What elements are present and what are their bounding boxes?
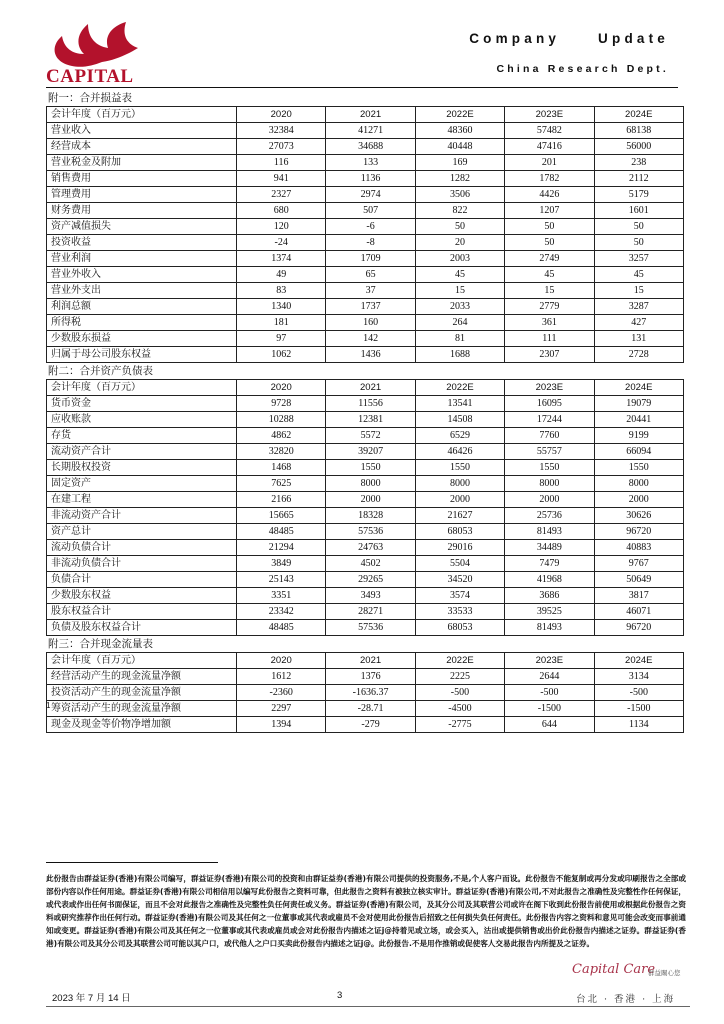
- value-cell: 7625: [237, 476, 326, 492]
- value-cell: 41968: [505, 572, 594, 588]
- value-cell: 2000: [326, 492, 415, 508]
- table-row: [47, 620, 684, 636]
- value-cell: 66094: [594, 444, 683, 460]
- value-cell: 8000: [505, 476, 594, 492]
- row-label: 股东权益合计: [47, 604, 237, 620]
- year-header-label: 会计年度（百万元）: [47, 653, 237, 669]
- financial-tables: [46, 90, 684, 733]
- table-row: [47, 588, 684, 604]
- value-cell: -500: [594, 685, 683, 701]
- table-row: [47, 701, 684, 717]
- value-cell: 46071: [594, 604, 683, 620]
- value-cell: 644: [505, 717, 594, 733]
- value-cell: 1782: [505, 171, 594, 187]
- row-label: 非流动负债合计: [47, 556, 237, 572]
- value-cell: 1550: [505, 460, 594, 476]
- legal-disclaimer: 此份报告由群益证券(香港)有限公司编写，群益证券(香港)有限公司的投资和由群证益券(香港)有限公司提供的投资服务,不是,个人客户而设。此份报告不能复制或再分发或印刷报告之全部或部份内容以作任何用途。群益证券(香港)有限公司相信用以编写此份报告之资料可靠，但此报告之资料有被独立核实审计。群益证券(香港)有限公司,不对此报告之准确性及完整性作任何保证，或代表或作出任何书面保证，而且不会对此报告之准确性及完整性负任何责任或义务。群益证券(香港)有限公司，及其分公司及其联营公司或许在阁下收到此份报告前使用或根据此份报告之资料或研究推荐作出任何行动。群益证券(香港)有限公司及其任何之一位董事或其代表或雇员不会对使用此份报告后招致之任何损失负任何责任。此份报告内容之资料和意见可能会改变而事前通知或变更。群益证券(香港)有限公司及其任何之一位董事或其代表或雇员或会对此份报告内描述之证j@持着见或立场，或会买入，沽出或提供销售或出价此份报告内描述之证券。群益证券(香港)有限公司及其分公司及其联营公司可能以其户口，或代他人之户口买卖此份报告内描述之证j@。此份报告.不是用作推销或促使客人交易此报告内所提及之证券。: [46, 874, 686, 948]
- value-cell: 50: [594, 235, 683, 251]
- value-cell: -1500: [594, 701, 683, 717]
- value-cell: 16095: [505, 396, 594, 412]
- value-cell: 15: [415, 283, 504, 299]
- value-cell: 32384: [237, 123, 326, 139]
- row-label: 资产减值损失: [47, 219, 237, 235]
- value-cell: 361: [505, 315, 594, 331]
- value-cell: -28.71: [326, 701, 415, 717]
- value-cell: 7760: [505, 428, 594, 444]
- value-cell: 1709: [326, 251, 415, 267]
- department-heading: China Research Dept.: [496, 63, 669, 75]
- row-label: 经营成本: [47, 139, 237, 155]
- page-number: 3: [337, 990, 343, 1001]
- value-cell: 1737: [326, 299, 415, 315]
- value-cell: 81493: [505, 620, 594, 636]
- row-label: 流动资产合计: [47, 444, 237, 460]
- value-cell: 142: [326, 331, 415, 347]
- value-cell: 68053: [415, 620, 504, 636]
- value-cell: 23342: [237, 604, 326, 620]
- row-label: 固定资产: [47, 476, 237, 492]
- value-cell: 133: [326, 155, 415, 171]
- value-cell: -2775: [415, 717, 504, 733]
- table-row: [47, 556, 684, 572]
- value-cell: 29265: [326, 572, 415, 588]
- disclaimer-divider: [46, 862, 218, 863]
- footnote-marker: 1: [46, 701, 51, 710]
- value-cell: 1062: [237, 347, 326, 363]
- value-cell: 48485: [237, 620, 326, 636]
- value-cell: 1282: [415, 171, 504, 187]
- table-row: [47, 171, 684, 187]
- row-label: 负债合计: [47, 572, 237, 588]
- value-cell: 2728: [594, 347, 683, 363]
- value-cell: 2327: [237, 187, 326, 203]
- value-cell: 33533: [415, 604, 504, 620]
- value-cell: 20441: [594, 412, 683, 428]
- table-row: [47, 219, 684, 235]
- value-cell: 5572: [326, 428, 415, 444]
- value-cell: 50: [594, 219, 683, 235]
- value-cell: 47416: [505, 139, 594, 155]
- value-cell: 1550: [415, 460, 504, 476]
- value-cell: 2003: [415, 251, 504, 267]
- year-header: 2024E: [594, 107, 683, 123]
- value-cell: 97: [237, 331, 326, 347]
- value-cell: 15: [505, 283, 594, 299]
- value-cell: 3287: [594, 299, 683, 315]
- value-cell: 1550: [326, 460, 415, 476]
- value-cell: 116: [237, 155, 326, 171]
- value-cell: 8000: [415, 476, 504, 492]
- row-label: 投资活动产生的现金流量净额: [47, 685, 237, 701]
- value-cell: 19079: [594, 396, 683, 412]
- table-row: [47, 572, 684, 588]
- value-cell: 4426: [505, 187, 594, 203]
- value-cell: 131: [594, 331, 683, 347]
- table-row: [47, 717, 684, 733]
- table-row: [47, 685, 684, 701]
- value-cell: 27073: [237, 139, 326, 155]
- value-cell: 96720: [594, 524, 683, 540]
- value-cell: -4500: [415, 701, 504, 717]
- row-label: 筹资活动产生的现金流量净额: [47, 701, 237, 717]
- row-label: 营业收入: [47, 123, 237, 139]
- balance-section-title: 附二：合并资产负债表: [48, 365, 153, 377]
- value-cell: 14508: [415, 412, 504, 428]
- table-row: [47, 524, 684, 540]
- value-cell: 1134: [594, 717, 683, 733]
- year-header: 2022E: [415, 653, 504, 669]
- value-cell: 13541: [415, 396, 504, 412]
- value-cell: 3351: [237, 588, 326, 604]
- value-cell: 40883: [594, 540, 683, 556]
- table-row: [47, 267, 684, 283]
- value-cell: 8000: [326, 476, 415, 492]
- value-cell: 1376: [326, 669, 415, 685]
- value-cell: 3817: [594, 588, 683, 604]
- row-label: 营业利润: [47, 251, 237, 267]
- value-cell: 46426: [415, 444, 504, 460]
- income-statement-table: [46, 106, 684, 363]
- value-cell: 48360: [415, 123, 504, 139]
- year-header: 2020: [237, 380, 326, 396]
- row-label: 归属于母公司股东权益: [47, 347, 237, 363]
- value-cell: 50: [415, 219, 504, 235]
- value-cell: 1340: [237, 299, 326, 315]
- value-cell: 2644: [505, 669, 594, 685]
- year-header-label: 会计年度（百万元）: [47, 380, 237, 396]
- footer-divider: [46, 1006, 690, 1007]
- cashflow-statement-table: [46, 652, 684, 733]
- table-row: [47, 123, 684, 139]
- value-cell: 65: [326, 267, 415, 283]
- value-cell: 81493: [505, 524, 594, 540]
- value-cell: 15: [594, 283, 683, 299]
- value-cell: 34489: [505, 540, 594, 556]
- value-cell: 1468: [237, 460, 326, 476]
- value-cell: 169: [415, 155, 504, 171]
- row-label: 货币资金: [47, 396, 237, 412]
- value-cell: 39525: [505, 604, 594, 620]
- table-row: [47, 155, 684, 171]
- row-label: 所得税: [47, 315, 237, 331]
- table-row: [47, 396, 684, 412]
- value-cell: 120: [237, 219, 326, 235]
- value-cell: 3257: [594, 251, 683, 267]
- header-divider: [46, 87, 678, 88]
- value-cell: 45: [505, 267, 594, 283]
- table-row: [47, 492, 684, 508]
- year-header: 2021: [326, 653, 415, 669]
- row-label: 存货: [47, 428, 237, 444]
- table-row: [47, 508, 684, 524]
- value-cell: 81: [415, 331, 504, 347]
- value-cell: 15665: [237, 508, 326, 524]
- row-label: 非流动资产合计: [47, 508, 237, 524]
- value-cell: 1612: [237, 669, 326, 685]
- value-cell: 18328: [326, 508, 415, 524]
- report-type-heading: Company Update: [469, 31, 669, 46]
- year-header: 2021: [326, 107, 415, 123]
- table-row: [47, 444, 684, 460]
- value-cell: 2000: [594, 492, 683, 508]
- value-cell: 822: [415, 203, 504, 219]
- table-row: [47, 460, 684, 476]
- value-cell: 1207: [505, 203, 594, 219]
- value-cell: 10288: [237, 412, 326, 428]
- value-cell: 68053: [415, 524, 504, 540]
- table-row: [47, 347, 684, 363]
- value-cell: 40448: [415, 139, 504, 155]
- value-cell: 427: [594, 315, 683, 331]
- value-cell: 9199: [594, 428, 683, 444]
- value-cell: 21627: [415, 508, 504, 524]
- value-cell: 2112: [594, 171, 683, 187]
- value-cell: 11556: [326, 396, 415, 412]
- value-cell: 20: [415, 235, 504, 251]
- year-header: 2020: [237, 107, 326, 123]
- value-cell: 4502: [326, 556, 415, 572]
- value-cell: 2307: [505, 347, 594, 363]
- value-cell: 29016: [415, 540, 504, 556]
- value-cell: 37: [326, 283, 415, 299]
- value-cell: -279: [326, 717, 415, 733]
- value-cell: 1688: [415, 347, 504, 363]
- value-cell: -6: [326, 219, 415, 235]
- row-label: 现金及现金等价物净增加额: [47, 717, 237, 733]
- value-cell: 2166: [237, 492, 326, 508]
- table-row: [47, 139, 684, 155]
- capital-care-tagline: 群益關心您: [648, 969, 681, 977]
- cashflow-section-title: 附三：合并现金流量表: [48, 638, 153, 650]
- table-row: [47, 331, 684, 347]
- year-header: 2023E: [505, 107, 594, 123]
- value-cell: 2000: [415, 492, 504, 508]
- value-cell: -500: [505, 685, 594, 701]
- value-cell: 25736: [505, 508, 594, 524]
- table-row: [47, 428, 684, 444]
- value-cell: 2297: [237, 701, 326, 717]
- value-cell: 2749: [505, 251, 594, 267]
- table-row: [47, 187, 684, 203]
- value-cell: 7479: [505, 556, 594, 572]
- year-header: 2023E: [505, 653, 594, 669]
- value-cell: 4862: [237, 428, 326, 444]
- row-label: 长期股权投资: [47, 460, 237, 476]
- year-header: 2024E: [594, 653, 683, 669]
- value-cell: 3686: [505, 588, 594, 604]
- value-cell: 30626: [594, 508, 683, 524]
- table-row: [47, 540, 684, 556]
- value-cell: 50: [505, 235, 594, 251]
- row-label: 经营活动产生的现金流量净额: [47, 669, 237, 685]
- value-cell: 3574: [415, 588, 504, 604]
- value-cell: -1636.37: [326, 685, 415, 701]
- value-cell: 28271: [326, 604, 415, 620]
- table-row: [47, 412, 684, 428]
- row-label: 流动负债合计: [47, 540, 237, 556]
- year-header: 2021: [326, 380, 415, 396]
- table-row: [47, 251, 684, 267]
- table-row: [47, 315, 684, 331]
- value-cell: 9728: [237, 396, 326, 412]
- balance-sheet-table: [46, 379, 684, 636]
- capital-logo-text: CAPITAL: [46, 66, 134, 87]
- value-cell: 57536: [326, 524, 415, 540]
- table-row: [47, 235, 684, 251]
- value-cell: 264: [415, 315, 504, 331]
- value-cell: 1550: [594, 460, 683, 476]
- table-header-row: [47, 380, 684, 396]
- row-label: 负债及股东权益合计: [47, 620, 237, 636]
- value-cell: 181: [237, 315, 326, 331]
- value-cell: 34520: [415, 572, 504, 588]
- value-cell: 57482: [505, 123, 594, 139]
- office-cities: 台北 · 香港 · 上海: [576, 994, 676, 1005]
- value-cell: 21294: [237, 540, 326, 556]
- year-header: 2024E: [594, 380, 683, 396]
- row-label: 应收账款: [47, 412, 237, 428]
- value-cell: 3493: [326, 588, 415, 604]
- table-row: [47, 669, 684, 685]
- table-row: [47, 299, 684, 315]
- row-label: 少数股东权益: [47, 588, 237, 604]
- value-cell: 45: [594, 267, 683, 283]
- value-cell: 2974: [326, 187, 415, 203]
- value-cell: 2779: [505, 299, 594, 315]
- value-cell: 6529: [415, 428, 504, 444]
- value-cell: 12381: [326, 412, 415, 428]
- value-cell: 201: [505, 155, 594, 171]
- row-label: 在建工程: [47, 492, 237, 508]
- value-cell: 1436: [326, 347, 415, 363]
- value-cell: 5179: [594, 187, 683, 203]
- table-row: [47, 203, 684, 219]
- value-cell: 2033: [415, 299, 504, 315]
- table-row: [47, 283, 684, 299]
- value-cell: -2360: [237, 685, 326, 701]
- table-row: [47, 604, 684, 620]
- value-cell: 17244: [505, 412, 594, 428]
- capital-care-logo: Capital Care: [572, 962, 656, 977]
- year-header: 2023E: [505, 380, 594, 396]
- row-label: 利润总额: [47, 299, 237, 315]
- value-cell: 1394: [237, 717, 326, 733]
- value-cell: 25143: [237, 572, 326, 588]
- value-cell: 41271: [326, 123, 415, 139]
- row-label: 营业外支出: [47, 283, 237, 299]
- row-label: 财务费用: [47, 203, 237, 219]
- value-cell: 50649: [594, 572, 683, 588]
- value-cell: 2000: [505, 492, 594, 508]
- value-cell: 24763: [326, 540, 415, 556]
- value-cell: 941: [237, 171, 326, 187]
- value-cell: 50: [505, 219, 594, 235]
- row-label: 资产总计: [47, 524, 237, 540]
- year-header: 2020: [237, 653, 326, 669]
- value-cell: 1601: [594, 203, 683, 219]
- row-label: 投资收益: [47, 235, 237, 251]
- table-header-row: [47, 653, 684, 669]
- value-cell: 57536: [326, 620, 415, 636]
- value-cell: 680: [237, 203, 326, 219]
- value-cell: 39207: [326, 444, 415, 460]
- value-cell: 56000: [594, 139, 683, 155]
- value-cell: -8: [326, 235, 415, 251]
- value-cell: 8000: [594, 476, 683, 492]
- table-header-row: [47, 107, 684, 123]
- value-cell: 160: [326, 315, 415, 331]
- value-cell: 111: [505, 331, 594, 347]
- value-cell: 3849: [237, 556, 326, 572]
- value-cell: 1136: [326, 171, 415, 187]
- row-label: 销售费用: [47, 171, 237, 187]
- value-cell: 45: [415, 267, 504, 283]
- row-label: 管理费用: [47, 187, 237, 203]
- value-cell: 5504: [415, 556, 504, 572]
- row-label: 营业外收入: [47, 267, 237, 283]
- year-header: 2022E: [415, 380, 504, 396]
- value-cell: 32820: [237, 444, 326, 460]
- row-label: 少数股东损益: [47, 331, 237, 347]
- year-header: 2022E: [415, 107, 504, 123]
- value-cell: 1374: [237, 251, 326, 267]
- value-cell: -1500: [505, 701, 594, 717]
- value-cell: 3134: [594, 669, 683, 685]
- value-cell: 83: [237, 283, 326, 299]
- value-cell: -24: [237, 235, 326, 251]
- value-cell: 96720: [594, 620, 683, 636]
- value-cell: 2225: [415, 669, 504, 685]
- value-cell: 34688: [326, 139, 415, 155]
- value-cell: 68138: [594, 123, 683, 139]
- value-cell: 3506: [415, 187, 504, 203]
- report-date: 2023 年 7 月 14 日: [52, 993, 131, 1004]
- value-cell: -500: [415, 685, 504, 701]
- value-cell: 507: [326, 203, 415, 219]
- value-cell: 55757: [505, 444, 594, 460]
- value-cell: 48485: [237, 524, 326, 540]
- value-cell: 49: [237, 267, 326, 283]
- row-label: 营业税金及附加: [47, 155, 237, 171]
- value-cell: 9767: [594, 556, 683, 572]
- table-row: [47, 476, 684, 492]
- income-section-title: 附一：合并损益表: [48, 92, 132, 104]
- year-header-label: 会计年度（百万元）: [47, 107, 237, 123]
- value-cell: 238: [594, 155, 683, 171]
